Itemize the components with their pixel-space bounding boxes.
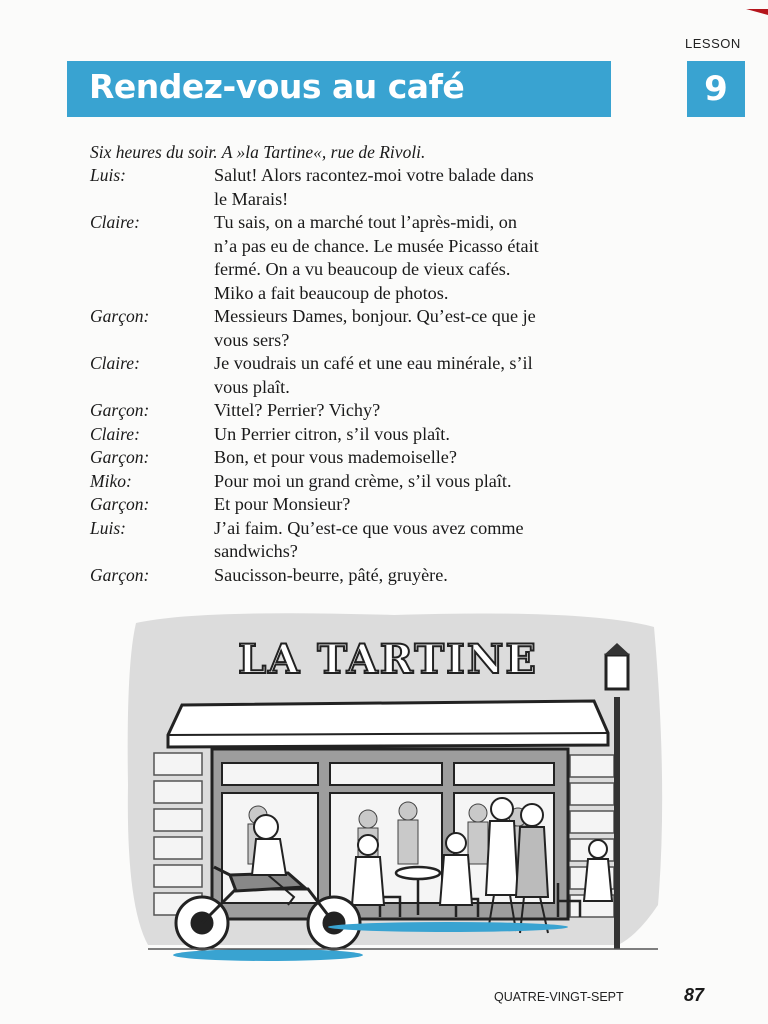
speech-text: Miko a fait beaucoup de photos. [214, 282, 449, 303]
speaker-name: Garçon: [90, 564, 150, 585]
speaker-name: Miko: [90, 470, 132, 491]
speaker-name: Luis: [90, 517, 126, 538]
speaker-name: Claire: [90, 353, 140, 373]
page-number-words: QUATRE-VINGT-SEPT [494, 990, 624, 1004]
speech-text: Bon, et pour vous mademoiselle? [214, 447, 457, 467]
speech-text: sandwichs? [214, 541, 298, 561]
speech-text: Et pour Monsieur? [214, 494, 351, 514]
speech-text: Un Perrier citron, s’il vous plaît. [214, 423, 450, 444]
lesson-label: LESSON [685, 36, 741, 51]
speech-text: vous sers? [214, 329, 290, 350]
dialogue-line [90, 376, 630, 400]
speech-text: J’ai faim. Qu’est-ce que vous avez comme [214, 517, 524, 538]
speech-text: fermé. On a vu beaucoup de vieux cafés. [214, 259, 511, 279]
dialogue [90, 164, 630, 587]
speaker-name [90, 376, 214, 400]
speaker-name [90, 540, 214, 564]
dialogue-line [90, 258, 630, 282]
scene-intro: Six heures du soir. A »la Tartine«, rue de Rivoli. [90, 142, 426, 162]
speech-text: vous plaît. [214, 376, 290, 397]
speaker-name: Garçon: [90, 447, 150, 467]
speaker-name [90, 258, 214, 282]
speech-text: le Marais! [214, 188, 289, 209]
speaker-name: Claire: [90, 423, 140, 444]
speaker-name [90, 188, 214, 212]
speaker-name: Claire: [90, 212, 140, 232]
speaker-name: Garçon: [90, 306, 150, 326]
lesson-number: 9 [704, 69, 728, 109]
dialogue-line [90, 423, 630, 447]
dialogue-line [90, 305, 630, 329]
speech-text: n’a pas eu de chance. Le musée Picasso était [214, 235, 539, 256]
corner-mark [740, 0, 768, 6]
speaker-name: Garçon: [90, 400, 150, 420]
speaker-name [90, 282, 214, 306]
dialogue-line [90, 329, 630, 353]
page-title: Rendez-vous au café [89, 67, 465, 106]
speech-text: Vittel? Perrier? Vichy? [214, 400, 381, 420]
dialogue-line [90, 235, 630, 259]
speaker-name: Garçon: [90, 494, 150, 514]
cafe-sign: LA TARTINE [238, 636, 538, 683]
speech-text: Tu sais, on a marché tout l’après-midi, on [214, 212, 517, 232]
speech-text: Pour moi un grand crème, s’il vous plaît. [214, 470, 512, 491]
speaker-name [90, 235, 214, 259]
dialogue-line [90, 399, 630, 423]
dialogue-line [90, 564, 630, 588]
dialogue-line [90, 282, 630, 306]
speech-text: Messieurs Dames, bonjour. Qu’est-ce que je [214, 306, 536, 326]
dialogue-line [90, 164, 630, 188]
lesson-number-badge [687, 61, 745, 117]
speech-text: Je voudrais un café et une eau minérale, s’il [214, 353, 533, 373]
cafe-illustration [118, 605, 670, 981]
page-number: 87 [684, 985, 705, 1005]
dialogue-line [90, 446, 630, 470]
title-bar [67, 61, 611, 117]
dialogue-line [90, 211, 630, 235]
dialogue-line [90, 540, 630, 564]
dialogue-line [90, 352, 630, 376]
dialogue-line [90, 470, 630, 494]
speech-text: Salut! Alors racontez-moi votre balade dans [214, 165, 534, 185]
dialogue-line [90, 493, 630, 517]
dialogue-line [90, 517, 630, 541]
speaker-name: Luis: [90, 165, 126, 185]
dialogue-line [90, 188, 630, 212]
speech-text: Saucisson-beurre, pâté, gruyère. [214, 564, 448, 585]
speaker-name [90, 329, 214, 353]
